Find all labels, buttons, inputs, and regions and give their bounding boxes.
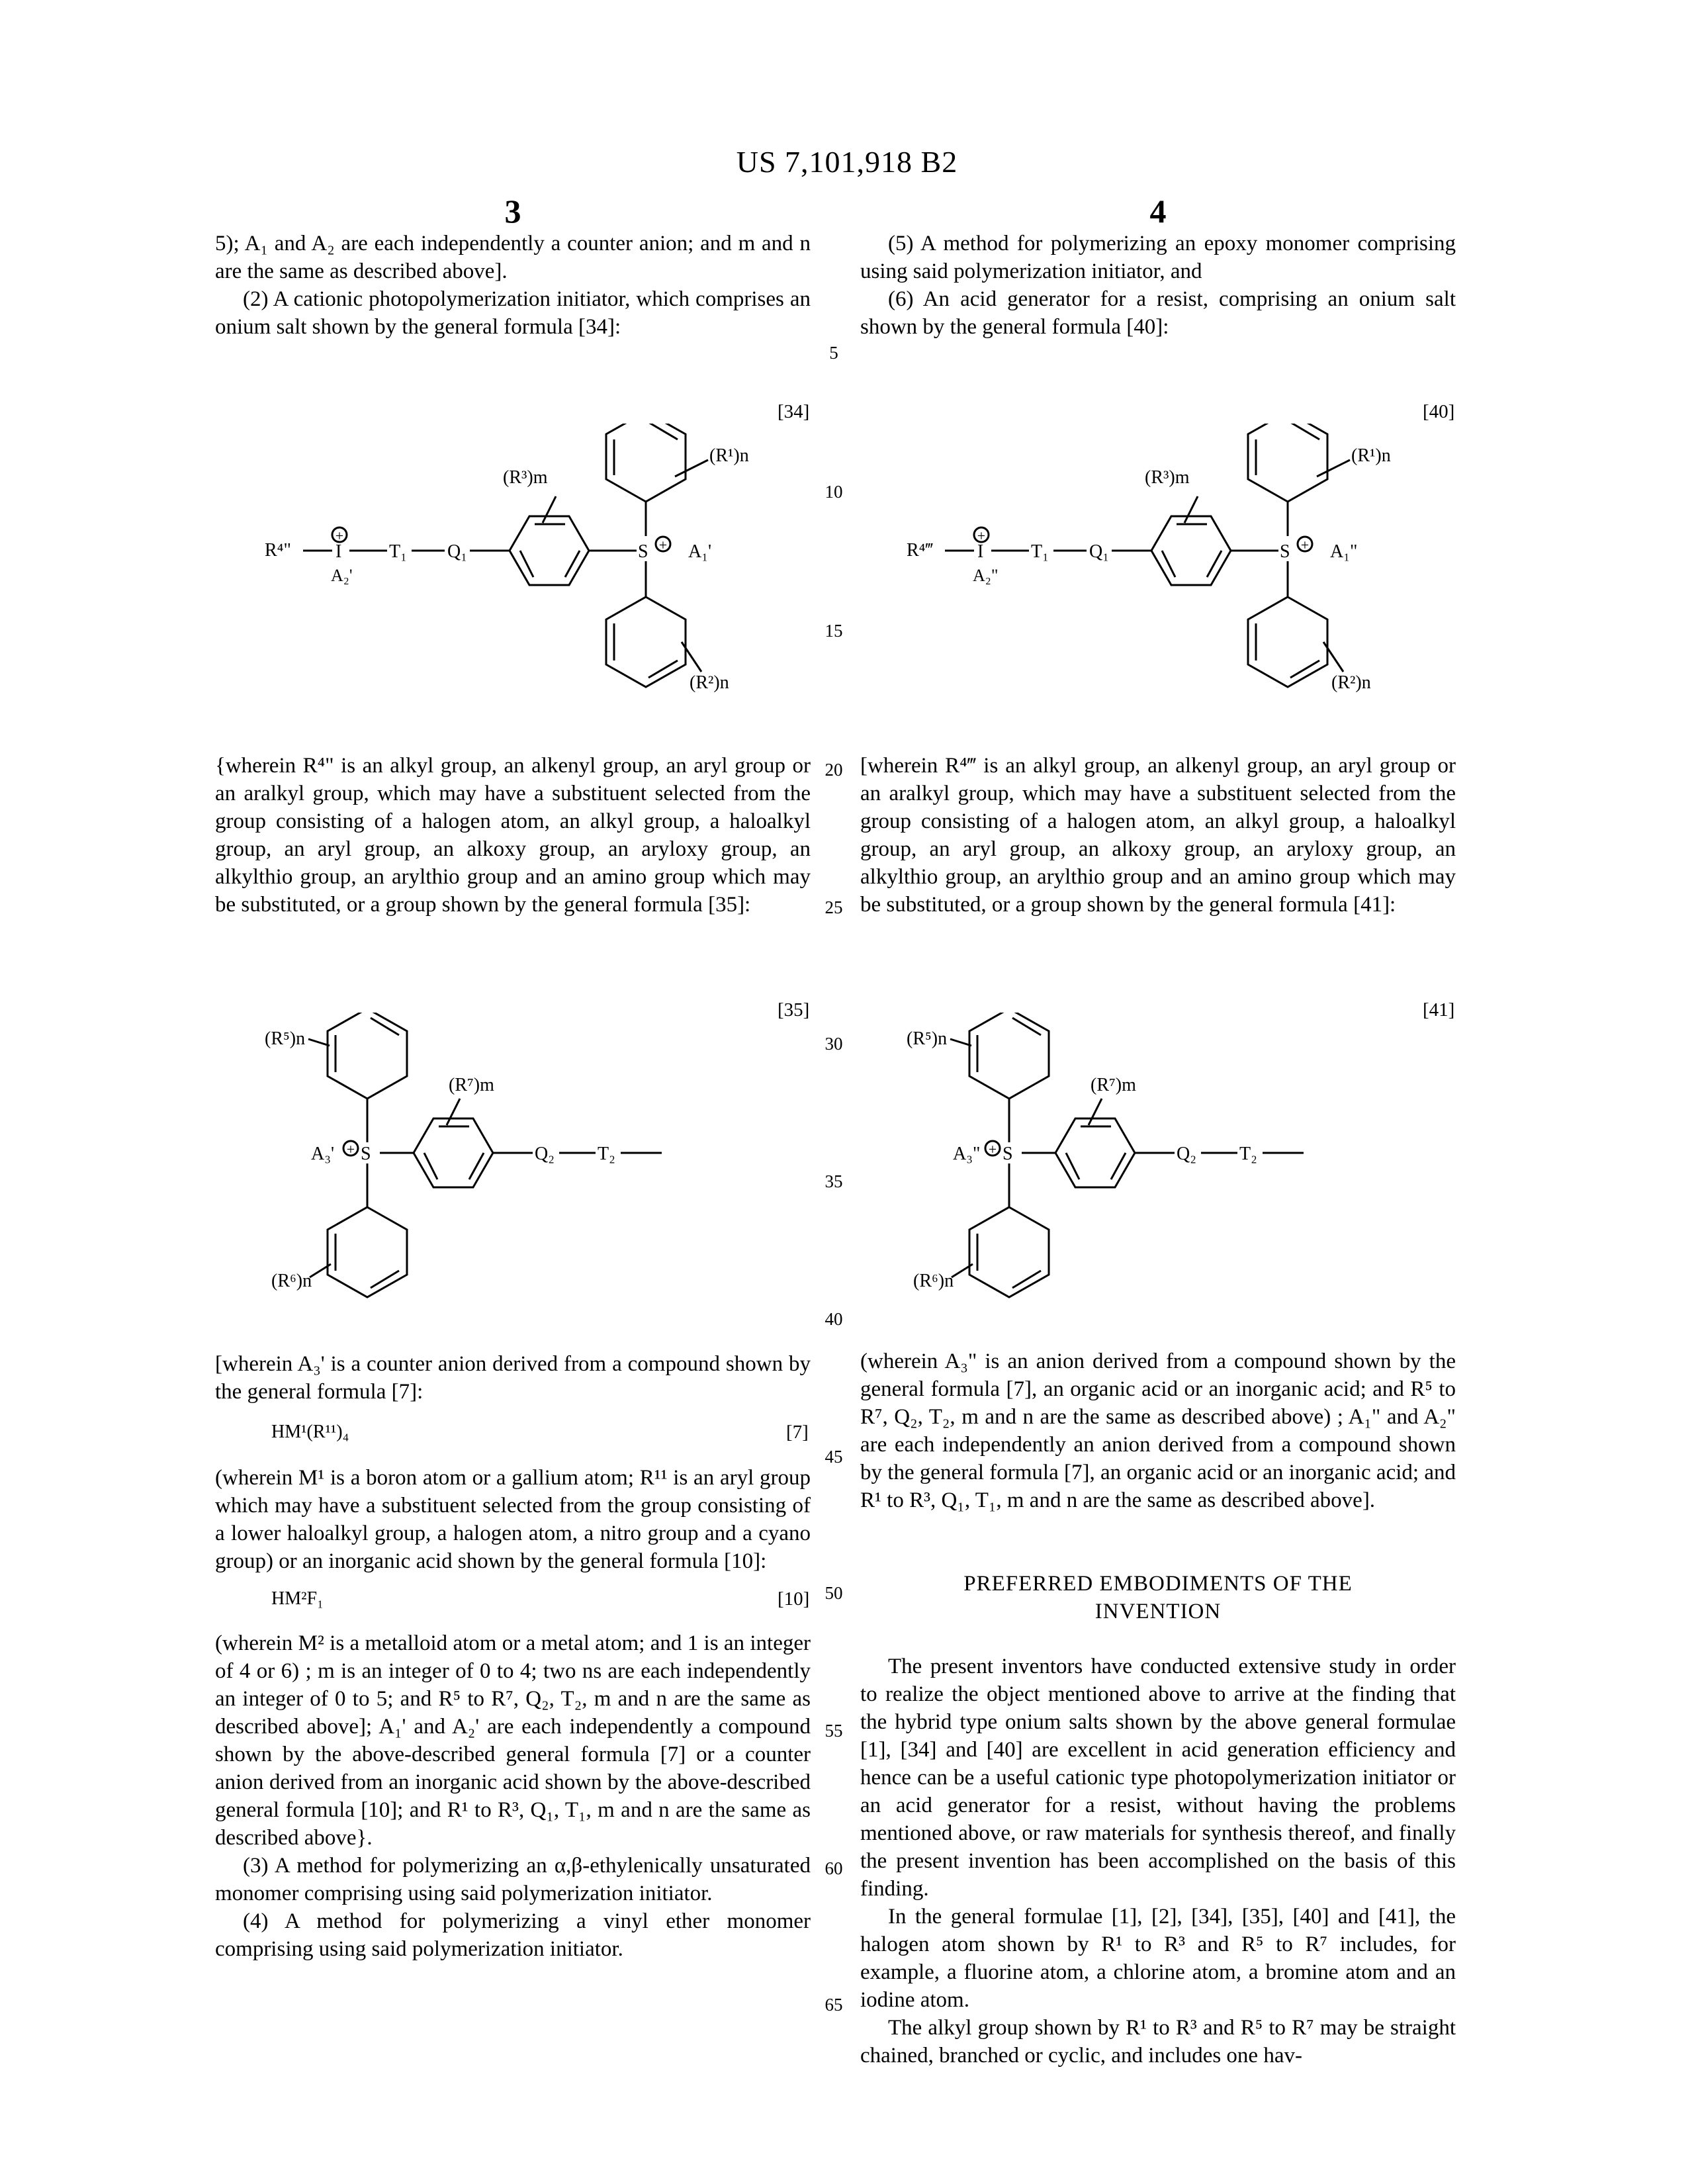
r6-label: (R⁶)n bbox=[913, 1271, 954, 1291]
section-heading bbox=[860, 1570, 1456, 1625]
sulfur-label: S bbox=[1003, 1144, 1013, 1164]
heading-line-2: INVENTION bbox=[860, 1598, 1456, 1625]
paragraph: (wherein M² is a metalloid atom or a metal atom; and 1 is an integer of 4 or 6) ; m is an integer of 0 to 4; two ns are each independently an integer of 0 to 5; and R⁵ to R⁷, Q₂, T₂, m and n are the same as described above]; A₁' and A₂' are each independently a compound shown by the above-described general formula [7] or a counter anion derived from an inorganic acid shown by the above-described general formula [10]; and R¹ to R³, Q₁, T₁, m and n are the same as described above}. bbox=[215, 1629, 811, 1852]
paragraph: The alkyl group shown by R¹ to R³ and R⁵ to R⁷ may be straight chained, branched or cyclic, and includes one hav- bbox=[860, 2014, 1456, 2070]
t-label: T₂ bbox=[1239, 1144, 1257, 1164]
q-label: Q₂ bbox=[535, 1144, 555, 1164]
q-label: Q₁ bbox=[1089, 541, 1109, 562]
paragraph: [wherein A₃' is a counter anion derived from a compound shown by the general formula [7]: bbox=[215, 1350, 811, 1406]
formula-ref-41: [41] bbox=[1423, 999, 1454, 1021]
structure-41 bbox=[893, 1013, 1343, 1304]
a3-label: A₃' bbox=[311, 1144, 334, 1164]
a2-label: A₂' bbox=[331, 566, 353, 585]
t-label: T₁ bbox=[389, 541, 407, 562]
paragraph: The present inventors have conducted extensive study in order to realize the object mentioned above to arrive at the finding that the hybrid type onium salts shown by the above general formulae [1], [34] and [40] are excellent in acid generation efficiency and hence can be a useful cationic type photopolymerization initiator or an acid generator for a resist, without having the problems mentioned above, or raw materials for synthesis thereof, and finally the present invention has been accomplished on the basis of this finding. bbox=[860, 1653, 1456, 1903]
svg-text:+: + bbox=[1301, 537, 1309, 553]
paragraph: (5) A method for polymerizing an epoxy monomer comprising using said polymerization initiator, and bbox=[860, 230, 1456, 285]
line-number: 65 bbox=[794, 1995, 873, 2015]
left-bottom bbox=[215, 1629, 811, 1963]
svg-text:+: + bbox=[347, 1141, 355, 1158]
q-label: Q₂ bbox=[1177, 1144, 1196, 1164]
a1-label: A₁' bbox=[688, 541, 711, 562]
r5-label: (R⁵)n bbox=[907, 1028, 947, 1049]
paragraph: (2) A cationic photopolymerization initiator, which comprises an onium salt shown by the general formula [34]: bbox=[215, 285, 811, 341]
formula-ref-35: [35] bbox=[778, 999, 809, 1021]
heading-line-1: PREFERRED EMBODIMENTS OF THE bbox=[860, 1570, 1456, 1598]
paragraph: (wherein A₃" is an anion derived from a compound shown by the general formula [7], an organic acid or an inorganic acid; and R⁵ to R⁷, Q₂, T₂, m and n are the same as described above) ; A₁" and A₂" are each independently an anion derived from a compound shown by the general formula [7], an organic acid or an inorganic acid; and R¹ to R³, Q₁, T₁, m and n are the same as described above]. bbox=[860, 1347, 1456, 1514]
iodine-label: I bbox=[977, 541, 983, 562]
t-label: T₂ bbox=[598, 1144, 615, 1164]
paragraph: (6) An acid generator for a resist, comprising an onium salt shown by the general formula [40]: bbox=[860, 285, 1456, 341]
iodine-label: I bbox=[335, 541, 341, 562]
paragraph: (3) A method for polymerizing an α,β-ethylenically unsaturated monomer comprising using said polymerization initiator. bbox=[215, 1852, 811, 1907]
r2-label: (R²)n bbox=[690, 672, 729, 693]
structure-35 bbox=[251, 1013, 701, 1304]
paragraph: {wherein R⁴" is an alkyl group, an alkenyl group, an aryl group or an aralkyl group, which may have a substituent selected from the group consisting of a halogen atom, an alkyl group, a haloalkyl group, an aryl group, an alkoxy group, an aryloxy group, an alkylthio group, an arylthio group and an amino group which may be substituted, or a group shown by the general formula [35]: bbox=[215, 752, 811, 919]
svg-text:+: + bbox=[989, 1141, 997, 1158]
r1-label: (R¹)n bbox=[1351, 445, 1391, 466]
r3-label: (R³)m bbox=[1145, 467, 1190, 488]
patent-number: US 7,101,918 B2 bbox=[0, 144, 1694, 179]
structure-40 bbox=[893, 424, 1449, 702]
formula-ref-10: [10] bbox=[778, 1588, 809, 1610]
q-label: Q₁ bbox=[447, 541, 467, 562]
left-column-top bbox=[215, 230, 811, 341]
a1-label: A₁" bbox=[1330, 541, 1357, 562]
r7-label: (R⁷)m bbox=[1091, 1075, 1136, 1095]
paragraph: In the general formulae [1], [2], [34], [35], [40] and [41], the halogen atom shown by R¹ to R³ and R⁵ to R⁷ includes, for example, a fluorine atom, a chlorine atom, a bromine atom and an iodine atom. bbox=[860, 1903, 1456, 2014]
a2-label: A₂" bbox=[973, 566, 998, 585]
line-number: 15 bbox=[794, 621, 873, 641]
line-number: 50 bbox=[794, 1583, 873, 1604]
right-anion-definition bbox=[860, 1347, 1456, 1514]
paragraph: [wherein R⁴‴ is an alkyl group, an alkenyl group, an aryl group or an aralkyl group, which may have a substituent selected from the group consisting of a halogen atom, an alkyl group, a haloalkyl group, an aryl group, an alkoxy group, an aryloxy group, an alkylthio group, an arylthio group and an amino group which may be substituted, or a group shown by the general formula [41]: bbox=[860, 752, 1456, 919]
a3-label: A₃" bbox=[953, 1144, 980, 1164]
sulfur-label: S bbox=[638, 541, 648, 562]
formula-ref-7: [7] bbox=[786, 1422, 809, 1443]
formula-ref-40: [40] bbox=[1423, 401, 1454, 423]
svg-text:+: + bbox=[977, 527, 985, 544]
right-bottom bbox=[860, 1653, 1456, 2070]
line-number: 45 bbox=[794, 1447, 873, 1467]
r3-label: (R³)m bbox=[503, 467, 548, 488]
r7-label: (R⁷)m bbox=[449, 1075, 494, 1095]
paragraph: (4) A method for polymerizing a vinyl ether monomer comprising using said polymerization initiator. bbox=[215, 1907, 811, 1963]
right-column-top bbox=[860, 230, 1456, 341]
formula-ref-34: [34] bbox=[778, 401, 809, 423]
line-number: 60 bbox=[794, 1858, 873, 1879]
line-number: 55 bbox=[794, 1721, 873, 1741]
structure-34 bbox=[251, 424, 807, 702]
line-number: 20 bbox=[794, 760, 873, 780]
r1-label: (R¹)n bbox=[709, 445, 749, 466]
column-number-right: 4 bbox=[1092, 192, 1224, 230]
r5-label: (R⁵)n bbox=[265, 1028, 305, 1049]
left-definition bbox=[215, 752, 811, 919]
formula-7: HM¹(R¹¹)₄ bbox=[271, 1422, 349, 1443]
r6-label: (R⁶)n bbox=[271, 1271, 312, 1291]
line-number: 10 bbox=[794, 482, 873, 502]
line-number: 25 bbox=[794, 897, 873, 918]
r4-label: R⁴‴ bbox=[907, 540, 933, 561]
left-m1-definition bbox=[215, 1464, 811, 1575]
paragraph: 5); A₁ and A₂ are each independently a counter anion; and m and n are the same as described above]. bbox=[215, 230, 811, 285]
svg-text:+: + bbox=[659, 537, 667, 553]
line-number: 30 bbox=[794, 1034, 873, 1054]
column-number-left: 3 bbox=[447, 192, 579, 230]
line-number: 5 bbox=[794, 343, 873, 363]
r4-label: R⁴" bbox=[265, 540, 291, 561]
line-number: 35 bbox=[794, 1171, 873, 1192]
line-number: 40 bbox=[794, 1309, 873, 1330]
svg-text:+: + bbox=[335, 527, 343, 544]
sulfur-label: S bbox=[1280, 541, 1290, 562]
formula-10: HM²F₁ bbox=[271, 1588, 324, 1610]
paragraph: (wherein M¹ is a boron atom or a gallium atom; R¹¹ is an aryl group which may have a substituent selected from the group consisting of a lower haloalkyl group, a halogen atom, a nitro group and a cyano group) or an inorganic acid shown by the general formula [10]: bbox=[215, 1464, 811, 1575]
left-anion-definition bbox=[215, 1350, 811, 1406]
r2-label: (R²)n bbox=[1331, 672, 1371, 693]
sulfur-label: S bbox=[361, 1144, 371, 1164]
right-definition bbox=[860, 752, 1456, 919]
t-label: T₁ bbox=[1031, 541, 1049, 562]
